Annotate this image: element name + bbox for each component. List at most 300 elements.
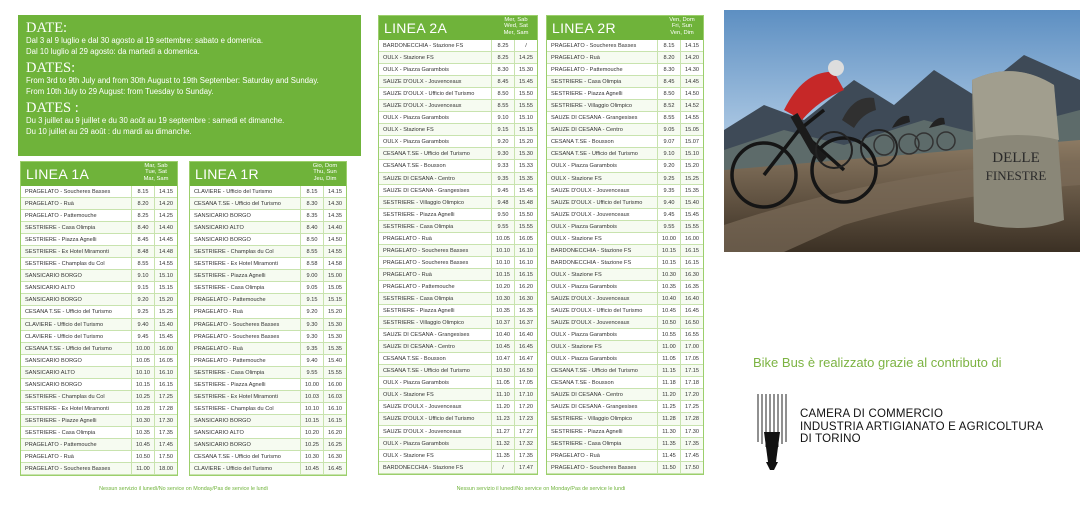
morning-time: 11.23 xyxy=(491,413,514,424)
line-title: LINEA 1R xyxy=(195,166,259,182)
table-row xyxy=(379,293,537,305)
table-row xyxy=(21,403,177,415)
stop-name: SESTRIERE - Casa Olimpia xyxy=(551,79,622,86)
stop-name: SAUZE DI CESANA - Grangesises xyxy=(551,404,638,411)
table-row xyxy=(379,438,537,450)
stop-name: CESANA T.SE - Bousson xyxy=(383,163,446,170)
afternoon-time: 14.48 xyxy=(154,246,177,257)
service-day-label: Fri, Sun xyxy=(671,23,693,30)
table-row xyxy=(379,365,537,377)
afternoon-time: 14.50 xyxy=(323,234,346,245)
afternoon-time: 17.47 xyxy=(514,462,537,473)
timetable-linea-1r xyxy=(189,161,347,476)
table-row xyxy=(190,427,346,439)
table-row xyxy=(547,185,703,197)
stop-name: OULX - Piazza Garambois xyxy=(383,440,449,447)
table-row xyxy=(547,100,703,112)
afternoon-time: 15.35 xyxy=(323,343,346,354)
morning-time: 9.45 xyxy=(131,331,154,342)
morning-time: 10.35 xyxy=(131,427,154,438)
afternoon-time: 14.58 xyxy=(323,258,346,269)
afternoon-time: 14.20 xyxy=(680,52,703,63)
morning-time: 10.50 xyxy=(131,451,154,462)
stop-name: PRAGELATO - Ruà xyxy=(383,271,432,278)
stop-name: SESTRIERE - Champlas du Col xyxy=(194,249,274,256)
table-row xyxy=(379,426,537,438)
line-title: LINEA 1A xyxy=(26,166,90,182)
morning-time: 10.55 xyxy=(657,329,680,340)
timetable-header xyxy=(379,16,537,40)
chamber-of-commerce-name xyxy=(800,408,1043,446)
afternoon-time: 14.55 xyxy=(680,112,703,123)
table-row xyxy=(547,257,703,269)
table-row xyxy=(547,160,703,172)
stop-name: OULX - Piazza Garambois xyxy=(551,163,617,170)
timetable-header xyxy=(190,162,346,186)
afternoon-time: 15.30 xyxy=(514,148,537,159)
cyclists-photo xyxy=(724,10,1080,252)
stop-name: SAUZE D'OULX - Ufficio del Turismo xyxy=(551,308,643,315)
table-row xyxy=(547,52,703,64)
timetable-body xyxy=(547,40,703,474)
table-row xyxy=(379,52,537,64)
table-row xyxy=(379,124,537,136)
afternoon-time: 17.35 xyxy=(680,438,703,449)
afternoon-time: 15.20 xyxy=(680,160,703,171)
stop-name: PRAGELATO - Soucheres Basses xyxy=(25,189,111,195)
stop-name: SESTRIERE - Ex Hotel Miramonti xyxy=(25,405,109,412)
table-row xyxy=(547,450,703,462)
morning-time: 9.30 xyxy=(300,331,323,342)
stop-name: SANSICARIO BORGO xyxy=(194,417,251,424)
dates-heading-en: DATES: xyxy=(26,60,76,76)
table-row xyxy=(190,463,346,475)
table-row xyxy=(21,343,177,355)
stop-name: SAUZE D'OULX - Jouvenceaux xyxy=(383,79,462,86)
table-row xyxy=(379,245,537,257)
stop-name: PRAGELATO - Ruà xyxy=(194,309,243,316)
table-row xyxy=(547,389,703,401)
stop-name: SESTRIERE - Casa Olimpia xyxy=(194,369,265,376)
stop-name: CESANA T.SE - Ufficio del Turismo xyxy=(551,151,638,158)
afternoon-time: 14.40 xyxy=(154,222,177,233)
timetable-header xyxy=(21,162,177,186)
stop-name: SESTRIERE - Casa Olimpia xyxy=(383,295,454,302)
afternoon-time: 15.10 xyxy=(154,270,177,281)
afternoon-time: 16.05 xyxy=(514,233,537,244)
chamber-line: DI TORINO xyxy=(800,433,861,445)
stop-name: SANSICARIO BORGO xyxy=(194,237,251,244)
dates-panel xyxy=(18,15,361,156)
table-row xyxy=(190,210,346,222)
stop-name: SESTRIERE - Casa Olimpia xyxy=(25,429,96,436)
afternoon-time: 17.50 xyxy=(154,451,177,462)
morning-time: 8.20 xyxy=(657,52,680,63)
stop-name: SESTRIERE - Ex Hotel Miramonti xyxy=(25,249,109,256)
table-row xyxy=(190,367,346,379)
stop-name: SESTRIERE - Casa Olimpia xyxy=(194,285,265,292)
stop-name: SESTRIERE - Piazza Agnelli xyxy=(551,428,623,435)
morning-time: 9.35 xyxy=(300,343,323,354)
cyclists-image xyxy=(724,10,1080,252)
stop-name: SESTRIERE - Champlas du Col xyxy=(25,393,105,400)
afternoon-time: 15.35 xyxy=(680,185,703,196)
table-row xyxy=(379,209,537,221)
afternoon-time: 14.55 xyxy=(154,258,177,269)
afternoon-time: 18.00 xyxy=(154,463,177,474)
afternoon-time: 14.55 xyxy=(323,246,346,257)
no-service-note-right: Nessun servizio il lunedì/No service on Monday/Pas de service le lundi xyxy=(456,486,626,492)
morning-time: 10.15 xyxy=(300,415,323,426)
table-row xyxy=(190,306,346,318)
table-row xyxy=(21,451,177,463)
table-row xyxy=(190,355,346,367)
afternoon-time: 16.30 xyxy=(323,451,346,462)
timetable-body xyxy=(21,186,177,475)
morning-time: 8.55 xyxy=(131,258,154,269)
afternoon-time: 16.15 xyxy=(154,379,177,390)
stop-name: PRAGELATO - Ruà xyxy=(551,55,600,62)
morning-time: 9.40 xyxy=(131,319,154,330)
stop-name: PRAGELATO - Pattemouche xyxy=(25,213,97,220)
afternoon-time: 17.05 xyxy=(514,377,537,388)
table-row xyxy=(379,76,537,88)
stop-name: SANSICARIO BORGO xyxy=(194,441,251,448)
morning-time: 9.10 xyxy=(491,112,514,123)
stop-name: CESANA T.SE - Bousson xyxy=(551,380,614,387)
stop-name: SESTRIERE - Ex Hotel Miramonti xyxy=(194,261,278,268)
morning-time: 10.40 xyxy=(491,329,514,340)
table-row xyxy=(190,343,346,355)
afternoon-time: 15.45 xyxy=(680,209,703,220)
morning-time: 10.10 xyxy=(491,245,514,256)
table-row xyxy=(21,282,177,294)
stop-name: SAUZE D'OULX - Jouvenceaux xyxy=(383,404,462,411)
morning-time: 9.05 xyxy=(300,282,323,293)
morning-time: 9.40 xyxy=(300,355,323,366)
afternoon-time: 17.45 xyxy=(680,450,703,461)
morning-time: 9.25 xyxy=(131,306,154,317)
morning-time: 9.35 xyxy=(657,185,680,196)
morning-time: 9.15 xyxy=(300,294,323,305)
morning-time: / xyxy=(491,462,514,473)
stop-name: SESTRIERE - Piazza Agnelli xyxy=(194,381,266,388)
morning-time: 9.10 xyxy=(657,148,680,159)
afternoon-time: 14.50 xyxy=(680,88,703,99)
table-row xyxy=(190,294,346,306)
afternoon-time: 14.15 xyxy=(323,186,346,197)
table-row xyxy=(379,377,537,389)
afternoon-time: 17.20 xyxy=(514,401,537,412)
stop-name: SAUZE D'OULX - Jouvenceaux xyxy=(551,295,630,302)
stop-name: OULX - Stazione FS xyxy=(551,175,602,182)
stop-name: SAUZE DI CESANA - Grangesises xyxy=(383,187,470,194)
table-row xyxy=(190,331,346,343)
table-row xyxy=(547,293,703,305)
afternoon-time: 17.50 xyxy=(680,462,703,473)
afternoon-time: 15.50 xyxy=(514,88,537,99)
morning-time: 10.45 xyxy=(300,463,323,474)
morning-time: 9.10 xyxy=(131,270,154,281)
table-row xyxy=(21,439,177,451)
table-row xyxy=(21,306,177,318)
afternoon-time: 15.45 xyxy=(514,76,537,87)
dates-heading-fr: DATES : xyxy=(26,100,79,116)
morning-time: 8.58 xyxy=(300,258,323,269)
afternoon-time: 17.18 xyxy=(680,377,703,388)
morning-time: 11.28 xyxy=(657,413,680,424)
morning-time: 9.20 xyxy=(131,294,154,305)
stop-name: SESTRIERE - Champlas du Col xyxy=(194,405,274,412)
afternoon-time: 16.30 xyxy=(680,269,703,280)
stop-name: SESTRIERE - Piazza Agnelli xyxy=(551,91,623,98)
table-row xyxy=(21,222,177,234)
afternoon-time: 16.15 xyxy=(514,269,537,280)
table-row xyxy=(379,462,537,474)
stop-name: SESTRIERE - Villaggio Olimpico xyxy=(551,103,633,110)
stop-name: OULX - Stazione FS xyxy=(383,392,434,399)
stop-name: SESTRIERE - Piazza Agnelli xyxy=(194,273,266,280)
afternoon-time: 16.45 xyxy=(680,305,703,316)
stop-name: BARDONECCHIA - Stazione FS xyxy=(551,259,632,266)
afternoon-time: 16.35 xyxy=(680,281,703,292)
morning-time: 10.50 xyxy=(491,365,514,376)
stop-name: SESTRIERE - Casa Olimpia xyxy=(383,223,454,230)
stop-name: OULX - Stazione FS xyxy=(551,271,602,278)
afternoon-time: 17.30 xyxy=(680,426,703,437)
stop-name: SANSICARIO ALTO xyxy=(194,429,244,436)
morning-time: 10.45 xyxy=(657,305,680,316)
morning-time: 10.37 xyxy=(491,317,514,328)
table-row xyxy=(379,221,537,233)
table-row xyxy=(21,258,177,270)
morning-time: 11.05 xyxy=(657,353,680,364)
morning-time: 9.48 xyxy=(491,197,514,208)
afternoon-time: 15.15 xyxy=(154,282,177,293)
stop-name: SAUZE D'OULX - Ufficio del Turismo xyxy=(383,91,475,98)
table-row xyxy=(547,317,703,329)
afternoon-time: 15.10 xyxy=(680,148,703,159)
table-row xyxy=(547,281,703,293)
timetable-linea-1a xyxy=(20,161,178,476)
table-row xyxy=(379,329,537,341)
service-days xyxy=(499,17,533,36)
chamber-line: INDUSTRIA ARTIGIANATO E AGRICOLTURA xyxy=(800,420,1044,433)
table-row xyxy=(190,246,346,258)
stop-name: OULX - Piazza Garambois xyxy=(383,67,449,74)
afternoon-time: 15.25 xyxy=(680,173,703,184)
table-row xyxy=(547,329,703,341)
dates-line: Du 3 juillet au 9 juillet e du 30 août au 19 septembre : samedi et dimanche. xyxy=(26,116,285,125)
stop-name: PRAGELATO - Soucheres Basses xyxy=(25,466,111,473)
morning-time: 8.30 xyxy=(657,64,680,75)
stop-name: CLAVIERE - Ufficio del Turismo xyxy=(194,189,273,195)
timetable-header xyxy=(547,16,703,40)
afternoon-time: 15.30 xyxy=(323,319,346,330)
dates-line: Du 10 juillet au 29 août : du mardi au dimanche. xyxy=(26,126,192,136)
stop-name: OULX - Stazione FS xyxy=(383,55,434,62)
morning-time: 9.20 xyxy=(300,306,323,317)
table-row xyxy=(190,319,346,331)
afternoon-time: 16.10 xyxy=(514,257,537,268)
timetable-body xyxy=(379,40,537,474)
table-row xyxy=(190,222,346,234)
morning-time: 11.00 xyxy=(131,463,154,474)
table-row xyxy=(21,367,177,379)
table-row xyxy=(547,426,703,438)
table-row xyxy=(379,257,537,269)
stop-name: CESANA T.SE - Bousson xyxy=(383,356,446,363)
stop-name: OULX - Piazza Garambois xyxy=(551,283,617,290)
morning-time: 10.20 xyxy=(300,427,323,438)
morning-time: 8.15 xyxy=(300,186,323,197)
table-row xyxy=(379,233,537,245)
morning-time: 10.15 xyxy=(491,269,514,280)
morning-time: 11.35 xyxy=(491,450,514,461)
afternoon-time: 15.40 xyxy=(680,197,703,208)
table-row xyxy=(379,305,537,317)
morning-time: 11.20 xyxy=(657,389,680,400)
afternoon-time: 16.35 xyxy=(514,305,537,316)
table-row xyxy=(547,197,703,209)
morning-time: 10.45 xyxy=(131,439,154,450)
stop-name: OULX - Stazione FS xyxy=(551,344,602,351)
stop-name: PRAGELATO - Soucheres Basses xyxy=(383,259,469,266)
afternoon-time: 17.10 xyxy=(514,389,537,400)
dates-line: Dal 3 al 9 luglio e dal 30 agosto al 19 settembre: sabato e domenica. xyxy=(26,36,264,45)
service-day-label: Thu, Sun xyxy=(313,169,337,176)
morning-time: 8.30 xyxy=(491,64,514,75)
morning-time: 8.45 xyxy=(491,76,514,87)
table-row xyxy=(379,160,537,172)
table-row xyxy=(547,377,703,389)
stop-name: PRAGELATO - Soucheres Basses xyxy=(194,333,280,340)
morning-time: 10.15 xyxy=(657,257,680,268)
table-row xyxy=(190,270,346,282)
afternoon-time: 16.40 xyxy=(514,329,537,340)
bull-emblem-icon xyxy=(754,392,790,472)
morning-time: 10.10 xyxy=(131,367,154,378)
service-days xyxy=(665,17,699,36)
timetable-linea-2a xyxy=(378,15,538,475)
morning-time: 8.20 xyxy=(131,198,154,209)
table-row xyxy=(379,136,537,148)
table-row xyxy=(379,100,537,112)
stop-name: SAUZE D'OULX - Jouvenceaux xyxy=(383,428,462,435)
table-row xyxy=(190,403,346,415)
stop-name: OULX - Piazza Garambois xyxy=(383,139,449,146)
table-row xyxy=(379,317,537,329)
service-days xyxy=(139,163,173,182)
afternoon-time: 16.15 xyxy=(680,257,703,268)
stop-name: SAUZE D'OULX - Jouvenceaux xyxy=(551,320,630,327)
stop-name: OULX - Piazza Garambois xyxy=(551,223,617,230)
milestone-text-2: FINESTRE xyxy=(985,168,1047,183)
afternoon-time: 15.55 xyxy=(514,221,537,232)
morning-time: 9.55 xyxy=(657,221,680,232)
stop-name: SAUZE DI CESANA - Centro xyxy=(551,127,623,134)
afternoon-time: 15.20 xyxy=(154,294,177,305)
table-row xyxy=(190,186,346,198)
morning-time: 8.40 xyxy=(131,222,154,233)
table-row xyxy=(190,451,346,463)
morning-time: 10.15 xyxy=(657,245,680,256)
stop-name: BARDONECCHIA - Stazione FS xyxy=(383,464,464,471)
table-row xyxy=(21,379,177,391)
stop-name: PRAGELATO - Pattemouche xyxy=(194,357,266,364)
afternoon-time: 14.40 xyxy=(323,222,346,233)
morning-time: 9.20 xyxy=(657,160,680,171)
stop-name: SAUZE DI CESANA - Grangesises xyxy=(383,332,470,339)
service-day-label: Jeu, Dim xyxy=(313,175,337,182)
table-row xyxy=(547,462,703,474)
morning-time: 10.47 xyxy=(491,353,514,364)
morning-time: 8.55 xyxy=(300,246,323,257)
afternoon-time: 16.55 xyxy=(680,329,703,340)
stop-name: PRAGELATO - Ruà xyxy=(551,452,600,459)
afternoon-time: 16.03 xyxy=(323,391,346,402)
dates-line: Dal 10 luglio al 29 agosto: da martedì a domenica. xyxy=(26,46,200,56)
afternoon-time: 15.33 xyxy=(514,160,537,171)
table-row xyxy=(547,88,703,100)
milestone-text-1: DELLE xyxy=(992,150,1040,166)
stop-name: BARDONECCHIA - Stazione FS xyxy=(551,247,632,254)
stop-name: BARDONECCHIA - Stazione FS xyxy=(383,43,464,49)
service-day-label: Mar, Sam xyxy=(143,175,169,182)
table-row xyxy=(547,76,703,88)
afternoon-time: 15.07 xyxy=(680,136,703,147)
table-row xyxy=(379,64,537,76)
table-row xyxy=(547,64,703,76)
table-row xyxy=(190,439,346,451)
stop-name: OULX - Piazza Garambois xyxy=(383,380,449,387)
morning-time: 9.40 xyxy=(657,197,680,208)
stop-name: CLAVIERE - Ufficio del Turismo xyxy=(25,333,104,340)
morning-time: 8.25 xyxy=(491,52,514,63)
morning-time: 10.00 xyxy=(300,379,323,390)
table-row xyxy=(379,112,537,124)
morning-time: 11.05 xyxy=(491,377,514,388)
morning-time: 9.45 xyxy=(657,209,680,220)
stop-name: CESANA T.SE - Ufficio del Turismo xyxy=(25,345,112,352)
table-row xyxy=(547,173,703,185)
stop-name: SANSICARIO BORGO xyxy=(25,381,82,388)
afternoon-time: 17.32 xyxy=(514,438,537,449)
afternoon-time: 15.05 xyxy=(680,124,703,135)
morning-time: 9.45 xyxy=(491,185,514,196)
table-row xyxy=(21,319,177,331)
table-row xyxy=(190,234,346,246)
table-row xyxy=(21,463,177,475)
afternoon-time: 14.25 xyxy=(154,210,177,221)
afternoon-time: 15.15 xyxy=(323,294,346,305)
afternoon-time: 15.45 xyxy=(154,331,177,342)
afternoon-time: 16.37 xyxy=(514,317,537,328)
service-day-label: Ven, Dom xyxy=(669,17,695,23)
afternoon-time: 15.10 xyxy=(514,112,537,123)
table-row xyxy=(547,305,703,317)
afternoon-time: 15.20 xyxy=(323,306,346,317)
stop-name: PRAGELATO - Pattemouche xyxy=(383,283,455,290)
morning-time: 10.25 xyxy=(300,439,323,450)
morning-time: 11.18 xyxy=(657,377,680,388)
afternoon-time: 17.25 xyxy=(680,401,703,412)
stop-name: PRAGELATO - Ruà xyxy=(383,235,432,242)
morning-time: 8.55 xyxy=(491,100,514,111)
afternoon-time: 14.30 xyxy=(680,64,703,75)
morning-time: 10.50 xyxy=(657,317,680,328)
table-row xyxy=(379,401,537,413)
